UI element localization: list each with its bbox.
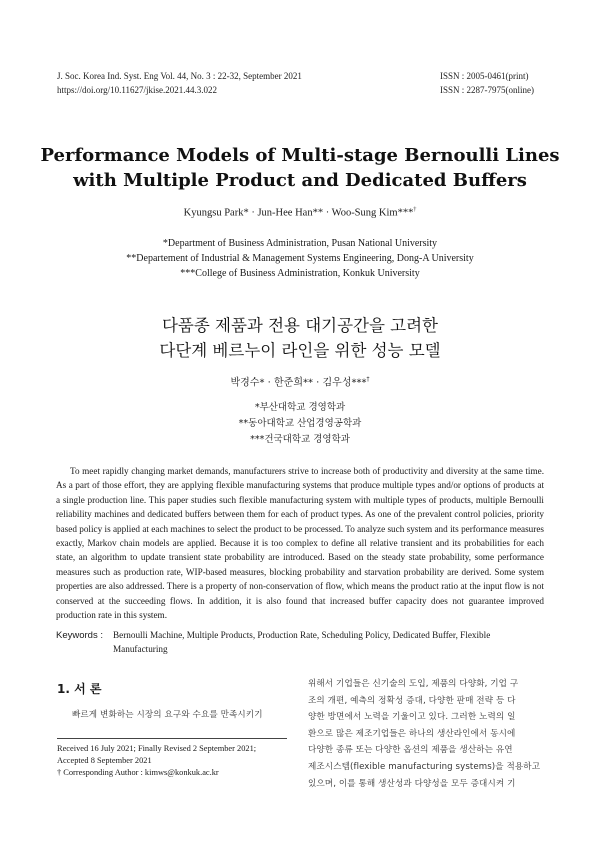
footnote-rule (57, 738, 287, 739)
doi-link[interactable]: https://doi.org/10.11627/jkise.2021.44.3.022 (57, 85, 218, 95)
intro-paragraph-right (308, 676, 548, 792)
intro-line: 조의 개편, 예측의 정확성 증대, 다양한 판매 전략 등 다 (308, 695, 516, 706)
intro-line: 제조시스템(flexible manufacturing systems)을 적용하고 (308, 761, 541, 772)
intro-paragraph-left: 빠르게 변화하는 시장의 요구와 수요를 만족시키기 (72, 710, 263, 720)
keywords-label: Keywords : (56, 630, 103, 641)
affiliation-en-1: *Department of Business Administration, Pusan National University (162, 238, 438, 249)
footnote-received: Received 16 July 2021; Finally Revised 2 September 2021; (57, 744, 257, 753)
section-heading: 1. 서 론 (57, 682, 102, 696)
affiliation-ko-2: **동아대학교 산업경영공학과 (238, 418, 362, 429)
keywords-values: Bernoulli Machine, Multiple Products, Production Rate, Scheduling Policy, Dedicated Buffer, Flexible Manufacturing (113, 630, 491, 654)
intro-line: 환으로 많은 제조기업들은 하나의 생산라인에서 동시에 (308, 728, 516, 739)
authors-en (0, 207, 600, 219)
affiliation-en-3: ***College of Business Administration, Konkuk University (180, 268, 420, 279)
corresponding-mark-ko: † (366, 376, 370, 383)
intro-line: 위해서 기업들은 신기술의 도입, 제품의 다양화, 기업 구 (308, 679, 519, 689)
affiliation-ko-3: ***건국대학교 경영학과 (250, 434, 350, 445)
title-ko-line1: 다품종 제품과 전용 대기공간을 고려한 (161, 316, 438, 335)
authors-ko-names: 박경수* · 한준희** · 김우성*** (230, 377, 367, 389)
issn-print: ISSN : 2005-0461(print) (440, 71, 529, 81)
authors-en-names: Kyungsu Park* · Jun-Hee Han** · Woo-Sung Kim*** (183, 207, 414, 219)
authors-ko (0, 372, 600, 390)
title-en-line1: Performance Models of Multi-stage Bernoulli Lines (40, 145, 560, 166)
issn-online: ISSN : 2287-7975(online) (440, 85, 534, 95)
corresponding-author[interactable]: Corresponding Author : kimws@konkuk.ac.kr (61, 768, 219, 777)
title-en-line2: with Multiple Product and Dedicated Buffers (73, 170, 527, 191)
journal-citation: J. Soc. Korea Ind. Syst. Eng Vol. 44, No. 3 : 22-32, September 2021 (57, 71, 302, 81)
intro-line: 양한 방면에서 노력을 기울이고 있다. 그러한 노력의 일 (308, 712, 516, 723)
affiliation-ko-1: *부산대학교 경영학과 (254, 402, 346, 413)
intro-line: 있으며, 이를 통해 생산성과 다양성을 모두 증대시켜 기 (308, 778, 516, 789)
keywords (56, 628, 544, 654)
footnote-corresponding (57, 767, 297, 779)
footnote-accepted: Accepted 8 September 2021 (57, 756, 152, 765)
corresponding-mark: † (413, 207, 417, 213)
title-ko-line2: 다단계 베르누이 라인을 위한 성능 모델 (159, 341, 441, 360)
intro-line: 다양한 종류 또는 다양한 옵션의 제품을 생산하는 유연 (308, 745, 513, 756)
dagger-mark: † (57, 768, 62, 777)
abstract (56, 464, 544, 622)
affiliation-en-2: **Departement of Industrial & Management Systems Engineering, Dong-A University (126, 253, 474, 264)
abstract-text: To meet rapidly changing market demands, manufacturers strive to increase both of productivity and diversity at the same time. As a part of those effort, they are applying flexible manufacturing systems that produce multiple types and/or options of products at a single production line. This paper studies such flexible manufacturing system with multiple types of products, multiple Bernoulli reliability machines and dedicated buffers between them for each of product types. As one of the prevalent control policies, priority based policy is applied at each machines to select the product to be processed. To analyze such system and its performance measures exactly, Markov chain models are applied. Because it is too complex to define all relative transient and its probabilities for each state, an algorithm to update transient state probability are introduced. Based on the steady state probability, some performance measures such as production rate, WIP-based measures, blocking probability and starvation probability are derived. Some system properties are also addressed. There is a property of non-conservation of flow, which means the product ratio at the input flow is not conserved at the succeeding flows. In addition, it is also found that increased buffer capacity does not guarantee improved production rate in this system. (56, 466, 544, 621)
